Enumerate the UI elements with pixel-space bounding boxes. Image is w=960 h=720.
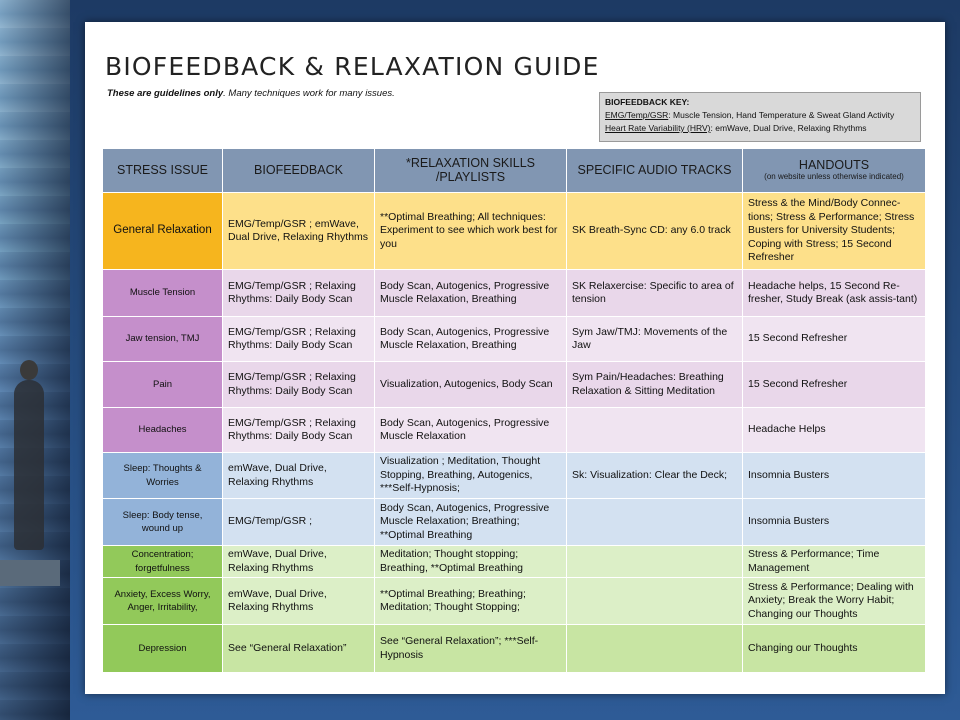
subtitle-text: . Many techniques work for many issues. — [223, 88, 395, 99]
relaxation-cell: Visualization ; Meditation, Thought Stopping, Breathing, Autogenics, ***Self-Hypnosis; — [375, 453, 567, 499]
handouts-cell: Stress & the Mind/Body Connec-tions; Stress & Performance; Stress Busters for University Students; Coping with Stress; 15 Second Refresher — [743, 193, 926, 270]
table-row — [103, 499, 926, 546]
biofeedback-cell: EMG/Temp/GSR ; — [223, 499, 375, 546]
biofeedback-cell: emWave, Dual Drive, Relaxing Rhythms — [223, 578, 375, 625]
issue-cell: Jaw tension, TMJ — [103, 317, 223, 362]
issue-cell: Anxiety, Excess Worry, Anger, Irritability, — [103, 578, 223, 625]
handouts-cell: Changing our Thoughts — [743, 625, 926, 673]
biofeedback-key — [599, 92, 921, 142]
relaxation-cell: Body Scan, Autogenics, Progressive Muscle Relaxation; Breathing; **Optimal Breathing — [375, 499, 567, 546]
biofeedback-cell: EMG/Temp/GSR ; Relaxing Rhythms: Daily Body Scan — [223, 317, 375, 362]
audio-cell — [567, 499, 743, 546]
biofeedback-cell: EMG/Temp/GSR ; Relaxing Rhythms: Daily Body Scan — [223, 408, 375, 453]
audio-cell: Sym Jaw/TMJ: Movements of the Jaw — [567, 317, 743, 362]
issue-cell: Headaches — [103, 408, 223, 453]
audio-cell: SK Breath-Sync CD: any 6.0 track — [567, 193, 743, 270]
table-row — [103, 362, 926, 408]
document-page — [85, 22, 945, 694]
subtitle-emphasis: These are guidelines only — [107, 88, 224, 99]
audio-cell: Sk: Visualization: Clear the Deck; — [567, 453, 743, 499]
handouts-cell: Stress & Performance; Time Management — [743, 546, 926, 578]
key-text-emg: : Muscle Tension, Hand Temperature & Sweat Gland Activity — [668, 110, 895, 120]
table-header-row — [103, 149, 926, 193]
handouts-cell: Insomnia Busters — [743, 499, 926, 546]
audio-cell — [567, 578, 743, 625]
relaxation-cell: See “General Relaxation”; ***Self-Hypnosis — [375, 625, 567, 673]
biofeedback-cell: EMG/Temp/GSR ; Relaxing Rhythms: Daily Body Scan — [223, 270, 375, 317]
table-row — [103, 578, 926, 625]
biofeedback-cell: EMG/Temp/GSR ; Relaxing Rhythms: Daily Body Scan — [223, 362, 375, 408]
person-head-figure — [20, 360, 38, 380]
table-row — [103, 317, 926, 362]
audio-cell — [567, 625, 743, 673]
biofeedback-cell: EMG/Temp/GSR ; emWave, Dual Drive, Relaxing Rhythms — [223, 193, 375, 270]
page-subtitle — [107, 88, 395, 99]
bench-figure — [0, 560, 60, 586]
relaxation-cell: Body Scan, Autogenics, Progressive Muscle Relaxation, Breathing — [375, 317, 567, 362]
handouts-cell: Insomnia Busters — [743, 453, 926, 499]
handouts-cell: Headache helps, 15 Second Re-fresher, Study Break (ask assis-tant) — [743, 270, 926, 317]
relaxation-cell: **Optimal Breathing; Breathing; Meditation; Thought Stopping; — [375, 578, 567, 625]
relaxation-cell: **Optimal Breathing; All techniques: Experiment to see which work best for you — [375, 193, 567, 270]
issue-cell: Pain — [103, 362, 223, 408]
handouts-cell: 15 Second Refresher — [743, 362, 926, 408]
audio-cell: SK Relaxercise: Specific to area of tension — [567, 270, 743, 317]
header-audio-tracks: SPECIFIC AUDIO TRACKS — [567, 149, 743, 193]
biofeedback-cell: emWave, Dual Drive, Relaxing Rhythms — [223, 453, 375, 499]
header-biofeedback: BIOFEEDBACK — [223, 149, 375, 193]
relaxation-cell: Visualization, Autogenics, Body Scan — [375, 362, 567, 408]
biofeedback-cell: emWave, Dual Drive, Relaxing Rhythms — [223, 546, 375, 578]
issue-cell: Sleep: Body tense, wound up — [103, 499, 223, 546]
header-relaxation: *RELAXATION SKILLS /PLAYLISTS — [375, 149, 567, 193]
header-handouts-label: HANDOUTS — [798, 157, 870, 172]
table-row — [103, 270, 926, 317]
audio-cell — [567, 546, 743, 578]
key-line-emg — [605, 109, 915, 122]
issue-cell: Concentration; forgetfulness — [103, 546, 223, 578]
issue-cell: Depression — [103, 625, 223, 673]
audio-cell: Sym Pain/Headaches: Breathing Relaxation & Sitting Meditation — [567, 362, 743, 408]
table-row — [103, 625, 926, 673]
relaxation-cell: Body Scan, Autogenics, Progressive Muscle Relaxation — [375, 408, 567, 453]
key-text-hrv: : emWave, Dual Drive, Relaxing Rhythms — [710, 123, 867, 133]
header-stress-issue: STRESS ISSUE — [103, 149, 223, 193]
handouts-cell: Headache Helps — [743, 408, 926, 453]
relaxation-cell: Meditation; Thought stopping; Breathing, **Optimal Breathing — [375, 546, 567, 578]
key-line-hrv — [605, 122, 915, 135]
handouts-cell: Stress & Performance; Dealing with Anxiety; Break the Worry Habit; Changing our Thoughts — [743, 578, 926, 625]
page-title: BIOFEEDBACK & RELAXATION GUIDE — [105, 52, 600, 81]
table-row — [103, 408, 926, 453]
person-figure — [14, 380, 44, 550]
issue-cell: Sleep: Thoughts & Worries — [103, 453, 223, 499]
table-row — [103, 193, 926, 270]
audio-cell — [567, 408, 743, 453]
guide-table — [102, 148, 926, 673]
handouts-cell: 15 Second Refresher — [743, 317, 926, 362]
header-handouts — [743, 149, 926, 193]
issue-cell: Muscle Tension — [103, 270, 223, 317]
table-row — [103, 453, 926, 499]
issue-cell: General Relaxation — [103, 193, 223, 270]
biofeedback-cell: See “General Relaxation” — [223, 625, 375, 673]
table-row — [103, 546, 926, 578]
key-label-hrv: Heart Rate Variability (HRV) — [605, 123, 711, 133]
key-label-emg: EMG/Temp/GSR — [605, 110, 669, 120]
background-photo — [0, 0, 70, 720]
relaxation-cell: Body Scan, Autogenics, Progressive Muscle Relaxation, Breathing — [375, 270, 567, 317]
key-title: BIOFEEDBACK KEY: — [605, 97, 690, 107]
header-handouts-note: (on website unless otherwise indicated) — [764, 172, 904, 182]
